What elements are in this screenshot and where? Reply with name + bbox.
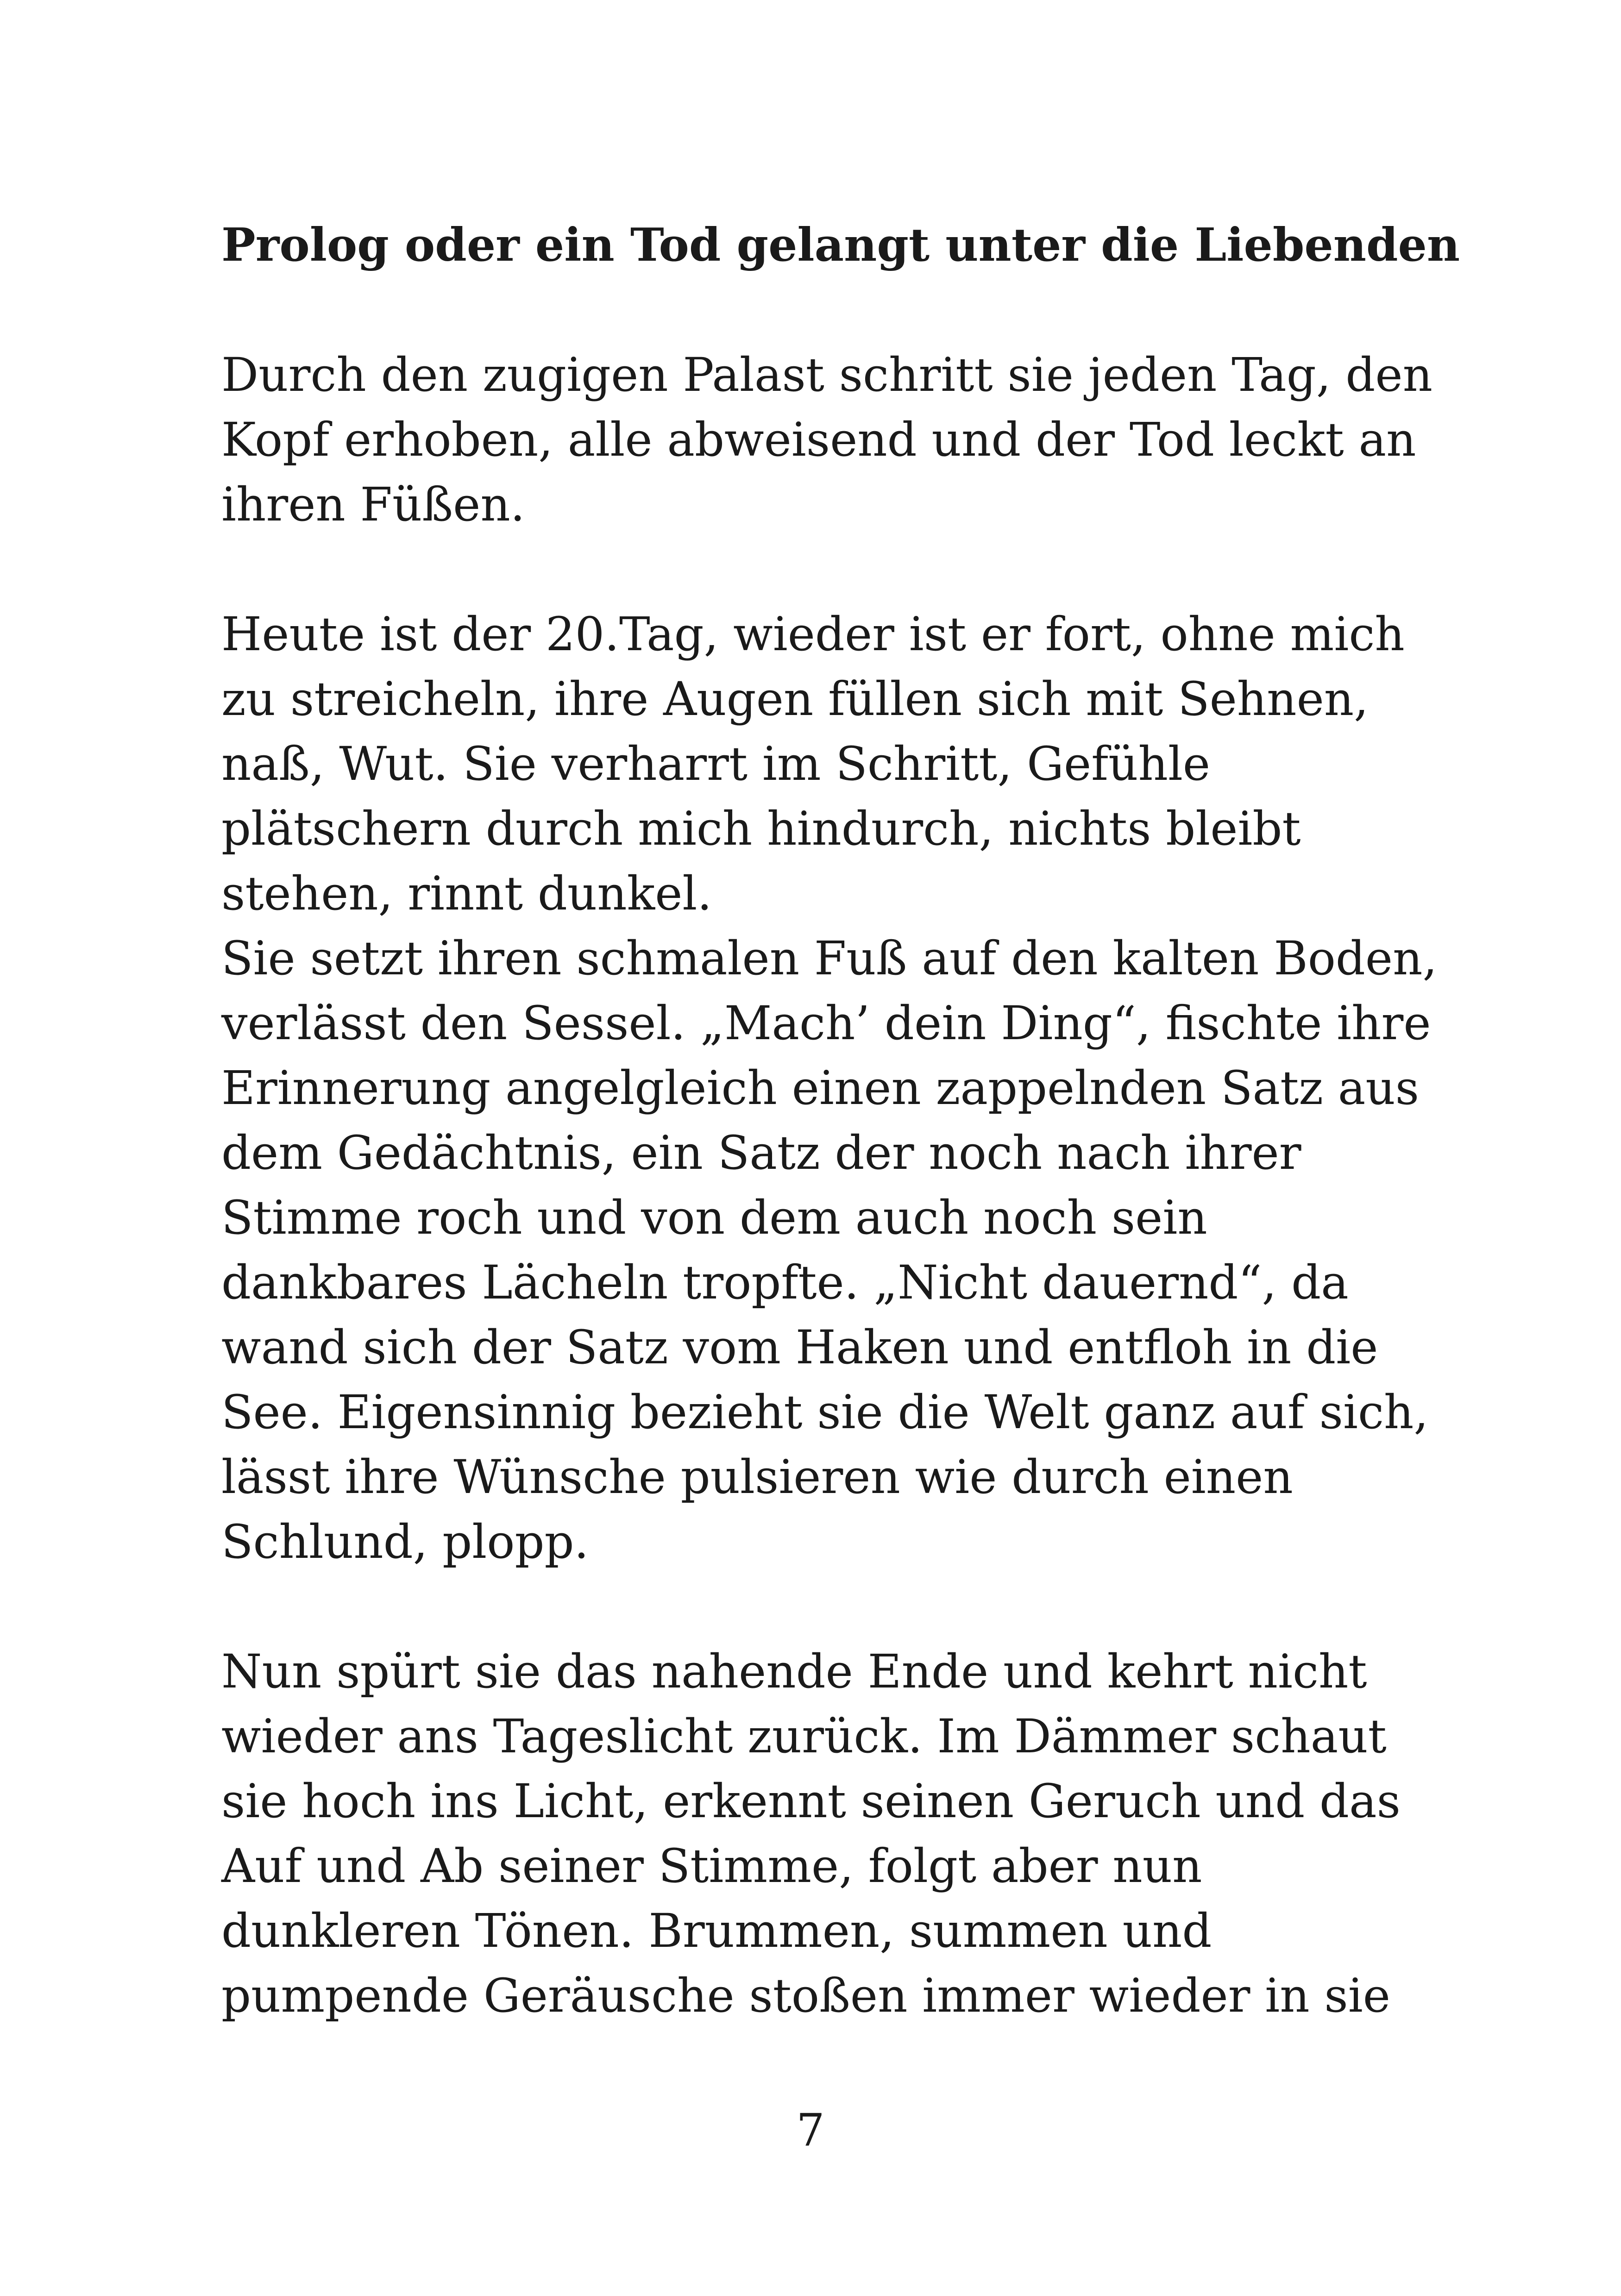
text-line: dunkleren Tönen. Brummen, summen und [221, 1904, 1212, 1958]
text-line: wieder ans Tageslicht zurück. Im Dämmer schaut [221, 1709, 1387, 1763]
paragraph-gap [221, 537, 1426, 602]
paragraph-gap [221, 1575, 1426, 1639]
text-line: sie hoch ins Licht, erkennt seinen Geruch und das [221, 1774, 1401, 1828]
text-line: verlässt den Sessel. „Mach’ dein Ding“, fischte ihre [221, 996, 1431, 1050]
text-line: Erinnerung angelgleich einen zappelnden Satz aus [221, 1061, 1420, 1115]
text-line: plätschern durch mich hindurch, nichts bleibt [221, 802, 1301, 856]
text-line: See. Eigensinnig bezieht sie die Welt ganz auf sich, [221, 1385, 1429, 1439]
page-number: 7 [796, 2104, 825, 2156]
text-line: Heute ist der 20.Tag, wieder ist er fort, ohne mich [221, 607, 1405, 661]
text-line: stehen, rinnt dunkel. [221, 866, 712, 921]
text-line: Stimme roch und von dem auch noch sein [221, 1191, 1207, 1245]
body-text [221, 343, 1438, 2028]
text-line: wand sich der Satz vom Haken und entfloh in die [221, 1320, 1378, 1374]
text-line: naß, Wut. Sie verharrt im Schritt, Gefühle [221, 737, 1211, 791]
text-line: Schlund, plopp. [221, 1515, 589, 1569]
text-line: Sie setzt ihren schmalen Fuß auf den kalten Boden, [221, 931, 1438, 985]
text-line: Kopf erhoben, alle abweisend und der Tod leckt an [221, 413, 1416, 467]
paragraph-3 [221, 1639, 1426, 2028]
text-line: zu streicheln, ihre Augen füllen sich mit Sehnen, [221, 672, 1369, 726]
paragraph-1 [221, 343, 1433, 537]
chapter-heading: Prolog oder ein Tod gelangt unter die Liebenden [221, 219, 1460, 272]
text-line: lässt ihre Wünsche pulsieren wie durch einen [221, 1450, 1293, 1504]
text-line: Auf und Ab seiner Stimme, folgt aber nun [221, 1839, 1202, 1893]
text-line: ihren Füßen. [221, 477, 525, 532]
text-line: Nun spürt sie das nahende Ende und kehrt nicht [221, 1644, 1367, 1699]
text-line: dem Gedächtnis, ein Satz der noch nach ihrer [221, 1126, 1301, 1180]
text-line: Durch den zugigen Palast schritt sie jeden Tag, den [221, 348, 1433, 402]
text-line: pumpende Geräusche stoßen immer wieder in sie [221, 1969, 1390, 2023]
text-line: dankbares Lächeln tropfte. „Nicht dauernd“, da [221, 1255, 1349, 1310]
paragraph-2 [221, 602, 1438, 1575]
